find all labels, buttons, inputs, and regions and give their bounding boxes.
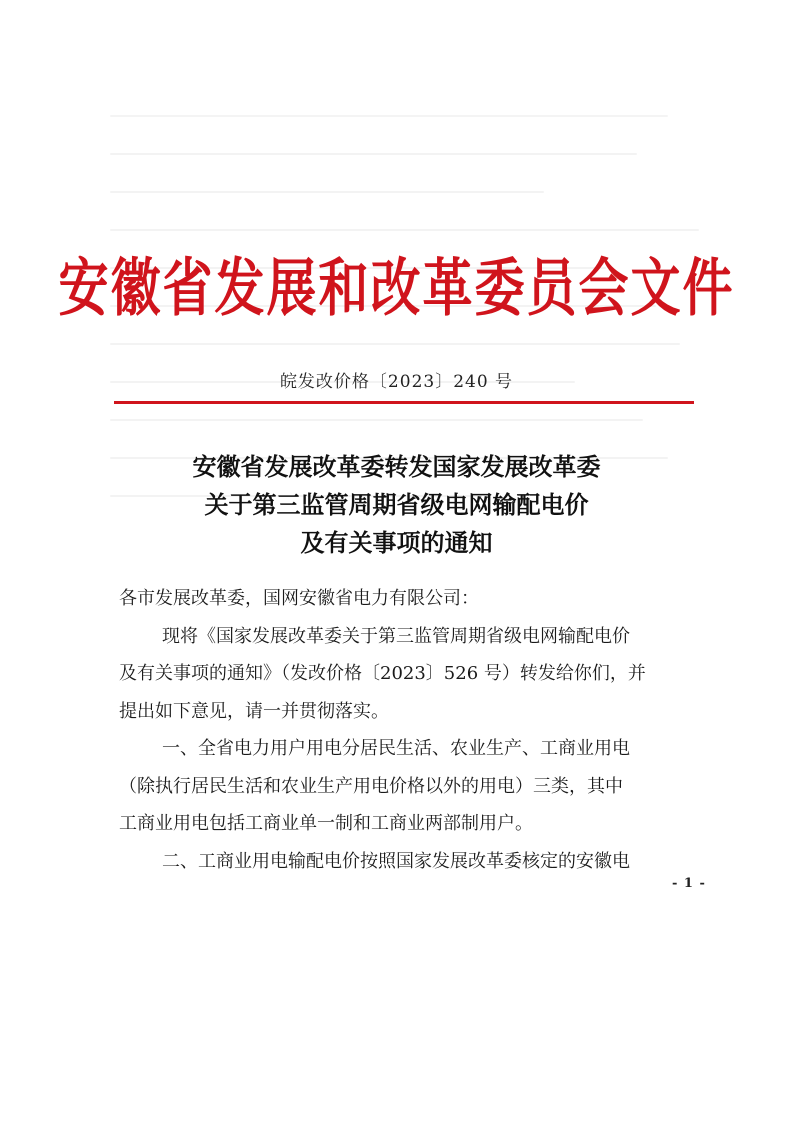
notice-title-line: 及有关事项的通知 xyxy=(300,529,493,557)
notice-title xyxy=(0,448,793,562)
red-separator-rule xyxy=(114,401,694,404)
body-line: 二、工商业用电输配电价按照国家发展改革委核定的安徽电 xyxy=(162,850,630,872)
body-line: 提出如下意见，请一并贯彻落实。 xyxy=(119,700,389,722)
issuing-authority-title: 安徽省发展和改革委员会文件 xyxy=(58,251,735,325)
body-line: 工商业用电包括工商业单一制和工商业两部制用户。 xyxy=(119,813,533,834)
salutation: 各市发展改革委，国网安徽省电力有限公司： xyxy=(119,588,479,609)
body-line: 一、全省电力用户用电分居民生活、农业生产、工商业用电 xyxy=(162,738,630,759)
body-line: （除执行居民生活和农业生产用电价格以外的用电）三类，其中 xyxy=(119,775,623,797)
notice-body xyxy=(119,580,705,880)
body-line: 及有关事项的通知》（发改价格〔2023〕526 号）转发给你们，并 xyxy=(119,663,646,684)
body-line: 现将《国家发展改革委关于第三监管周期省级电网输配电价 xyxy=(162,625,630,647)
notice-title-line: 关于第三监管周期省级电网输配电价 xyxy=(204,491,589,519)
document-number: 皖发改价格〔2023〕240 号 xyxy=(279,372,514,392)
notice-title-line: 安徽省发展改革委转发国家发展改革委 xyxy=(192,453,601,481)
page-number: - 1 - xyxy=(672,876,706,891)
